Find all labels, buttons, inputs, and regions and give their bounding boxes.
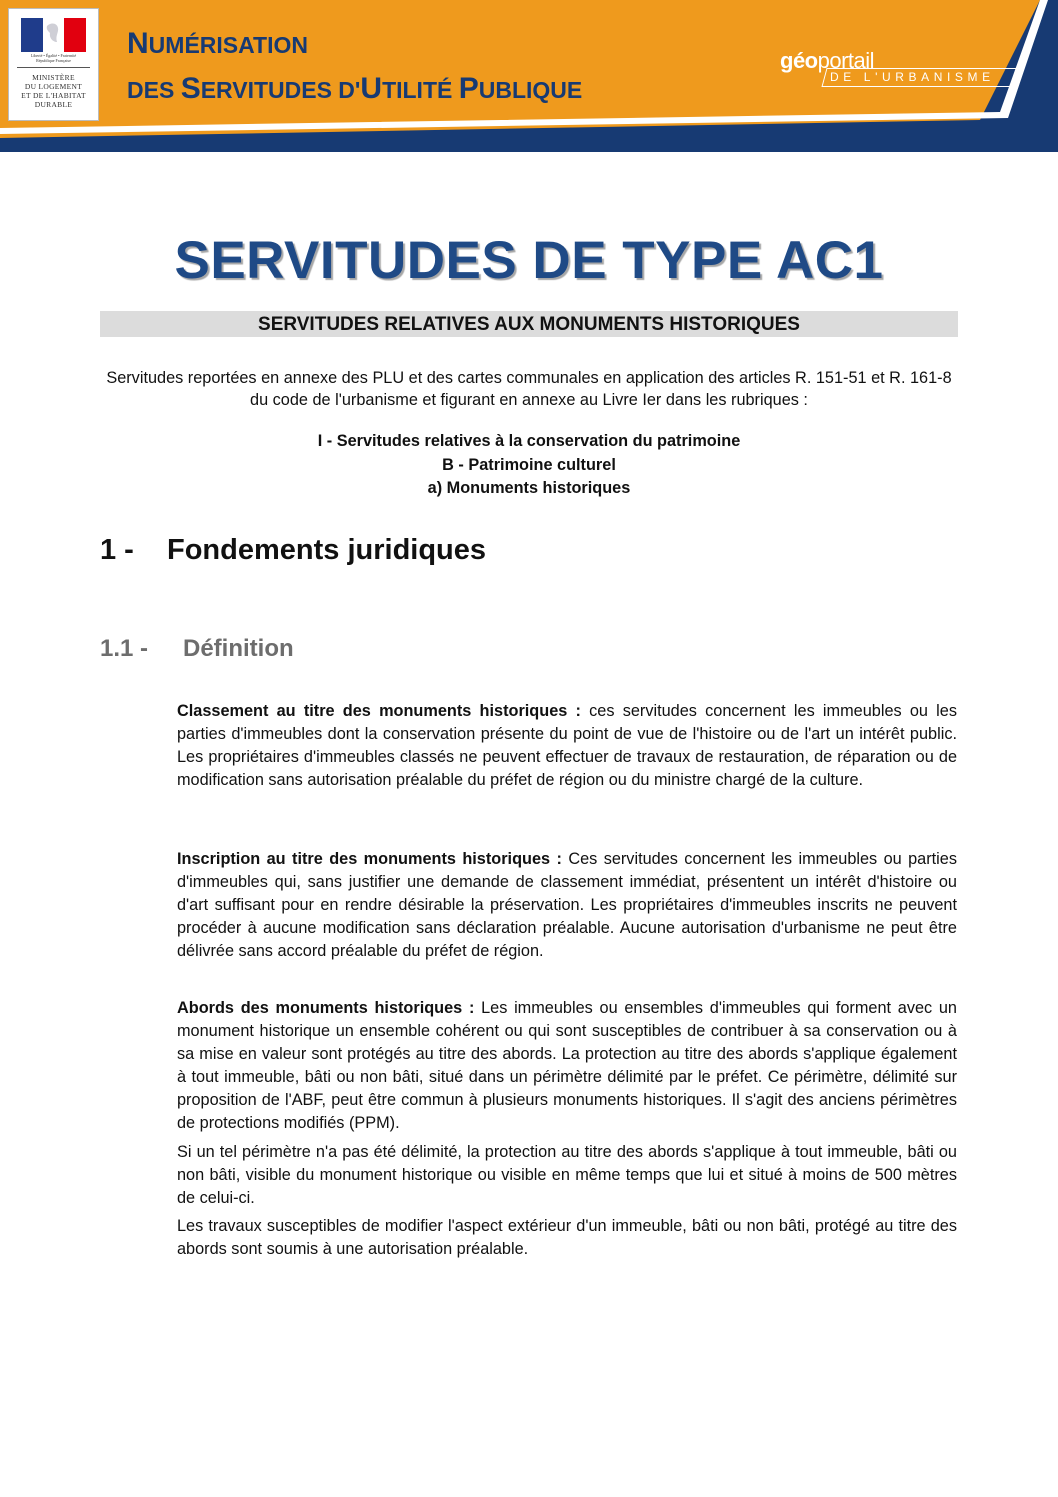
document-subtitle: SERVITUDES RELATIVES AUX MONUMENTS HISTORIQUES xyxy=(100,311,958,337)
paragraph-lead: Classement au titre des monuments historiques : xyxy=(177,702,581,720)
ministry-name: MINISTÈRE DU LOGEMENT ET DE L'HABITAT DURABLE xyxy=(21,73,86,109)
paragraph-travaux: Les travaux susceptibles de modifier l'aspect extérieur d'un immeuble, bâti ou non bâti, protégé au titre des abords sont soumis à une autorisation préalable. xyxy=(177,1217,957,1259)
paragraph-perimetre: Si un tel périmètre n'a pas été délimité, la protection au titre des abords s'applique à tout immeuble, bâti ou non bâti, visible du monument historique ou visible en même temps que lui et situé à moins de 500 mètres de celui-ci. xyxy=(177,1143,957,1208)
republic-motto: Liberté • Égalité • Fraternité République Française xyxy=(30,53,77,63)
paragraph-abords xyxy=(177,997,957,1136)
section-heading-1-1 xyxy=(100,635,294,663)
rubrique-item: B - Patrimoine culturel xyxy=(442,455,616,474)
geoportail-wordmark: géoportail xyxy=(780,48,875,73)
subsection-number: 1.1 - xyxy=(100,635,149,662)
banner-title-line2: DES SERVITUDES D'UTILITÉ PUBLIQUE xyxy=(127,72,583,105)
section-number: 1 - xyxy=(100,534,134,566)
logo-divider xyxy=(17,67,90,68)
banner-title-line1: NUMÉRISATION xyxy=(127,27,308,60)
intro-paragraph: Servitudes reportées en annexe des PLU et des cartes communales en application des articles R. 151-51 et R. 161-8 du code de l'urbanisme et figurant en annexe au Livre Ier dans les rubriques : xyxy=(106,369,952,409)
paragraph-inscription xyxy=(177,848,957,963)
rubrique-item: I - Servitudes relatives à la conservation du patrimoine xyxy=(317,432,741,450)
paragraph-body: Ces servitudes concernent les immeubles ou parties d'immeubles qui, sans justifier une demande de classement immédiat, présentent un intérêt d'histoire ou d'art suffisant pour en rendre désirable la préservation. Les propriétaires d'immeubles inscrits ne peuvent procéder à aucune modification sans déclaration préalable. Aucune autorisation d'urbanisme ne peut être délivrée sans accord préalable du préfet de région. xyxy=(177,850,957,961)
section-heading-1 xyxy=(100,534,486,567)
paragraph-classement xyxy=(177,700,957,792)
geoportail-subtitle: DE L'URBANISME xyxy=(830,70,995,84)
document-title: SERVITUDES DE TYPE AC1 xyxy=(174,231,884,290)
section-title: Fondements juridiques xyxy=(167,534,487,566)
geoportail-logo xyxy=(780,48,1020,98)
rubriques-list xyxy=(100,430,958,501)
french-flag-icon xyxy=(21,18,86,52)
banner-title xyxy=(127,24,582,114)
paragraph-body: Les immeubles ou ensembles d'immeubles qui forment avec un monument historique un ensemble cohérent ou qui sont susceptibles de contribuer à sa conservation ou à sa mise en valeur sont protégés au titre des abords. La protection au titre des abords s'applique également à tout immeuble, bâti ou non bâti, situé dans un périmètre délimité par le préfet. Ce périmètre, délimité sur proposition de l'ABF, peut être commun à plusieurs monuments historiques. Il s'agit des anciens périmètres de protections modifiés (PPM). xyxy=(177,999,957,1133)
paragraph-lead: Abords des monuments historiques : xyxy=(177,999,475,1017)
subsection-title: Définition xyxy=(183,635,294,662)
header-banner xyxy=(0,0,1058,152)
rubrique-item: a) Monuments historiques xyxy=(427,479,631,497)
paragraph-body: ces servitudes concernent les immeubles ou les parties d'immeubles dont la conservation présente du point de vue de l'histoire ou de l'art un intérêt public. Les propriétaires d'immeubles classés ne peuvent effectuer de travaux de restauration, de réparation ou de modification sans autorisation préalable du préfet de région ou du ministre chargé de la culture. xyxy=(177,702,957,790)
ministry-logo xyxy=(8,8,99,121)
paragraph-lead: Inscription au titre des monuments historiques : xyxy=(177,850,562,868)
